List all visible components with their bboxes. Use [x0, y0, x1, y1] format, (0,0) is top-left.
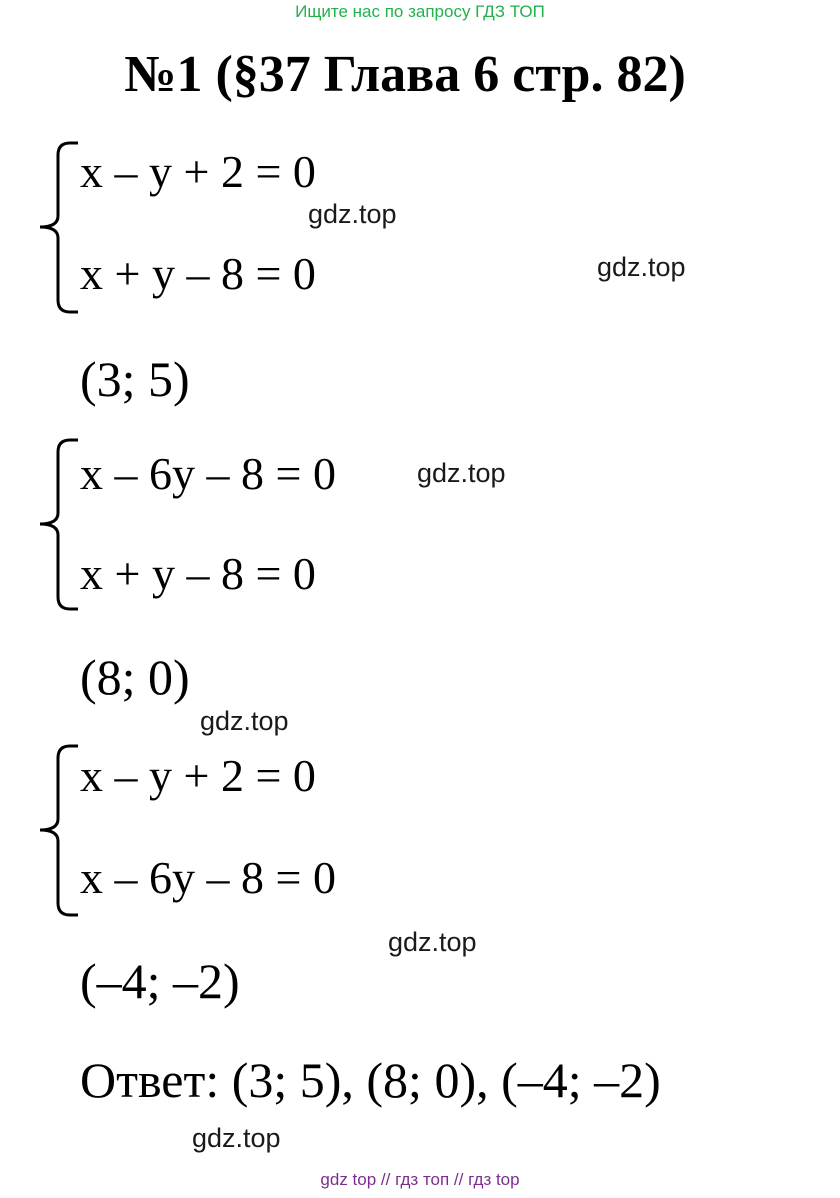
page-title: №1 (§37 Глава 6 стр. 82) — [124, 46, 686, 103]
system-3-equation-1: x – y + 2 = 0 — [80, 750, 316, 801]
watermark: gdz.top — [200, 706, 289, 736]
watermark: gdz.top — [417, 458, 506, 488]
top-banner[interactable]: Ищите нас по запросу ГДЗ ТОП — [295, 2, 545, 21]
watermark: gdz.top — [308, 199, 397, 229]
system-1-solution: (3; 5) — [80, 351, 190, 407]
system-1-equation-1: x – y + 2 = 0 — [80, 146, 316, 197]
watermark: gdz.top — [597, 252, 686, 282]
system-3-solution: (–4; –2) — [80, 953, 240, 1009]
system-brace — [32, 743, 82, 918]
footer-links[interactable]: gdz top // гдз топ // гдз top — [320, 1170, 520, 1189]
final-answer: Ответ: (3; 5), (8; 0), (–4; –2) — [80, 1052, 661, 1108]
system-2-solution: (8; 0) — [80, 649, 190, 705]
system-3-equation-2: x – 6y – 8 = 0 — [80, 852, 336, 903]
watermark: gdz.top — [388, 927, 477, 957]
system-2-equation-1: x – 6y – 8 = 0 — [80, 448, 336, 499]
watermark: gdz.top — [192, 1123, 281, 1153]
system-brace — [32, 437, 82, 612]
system-2-equation-2: x + y – 8 = 0 — [80, 548, 316, 599]
system-brace — [32, 140, 82, 315]
system-1-equation-2: x + y – 8 = 0 — [80, 248, 316, 299]
